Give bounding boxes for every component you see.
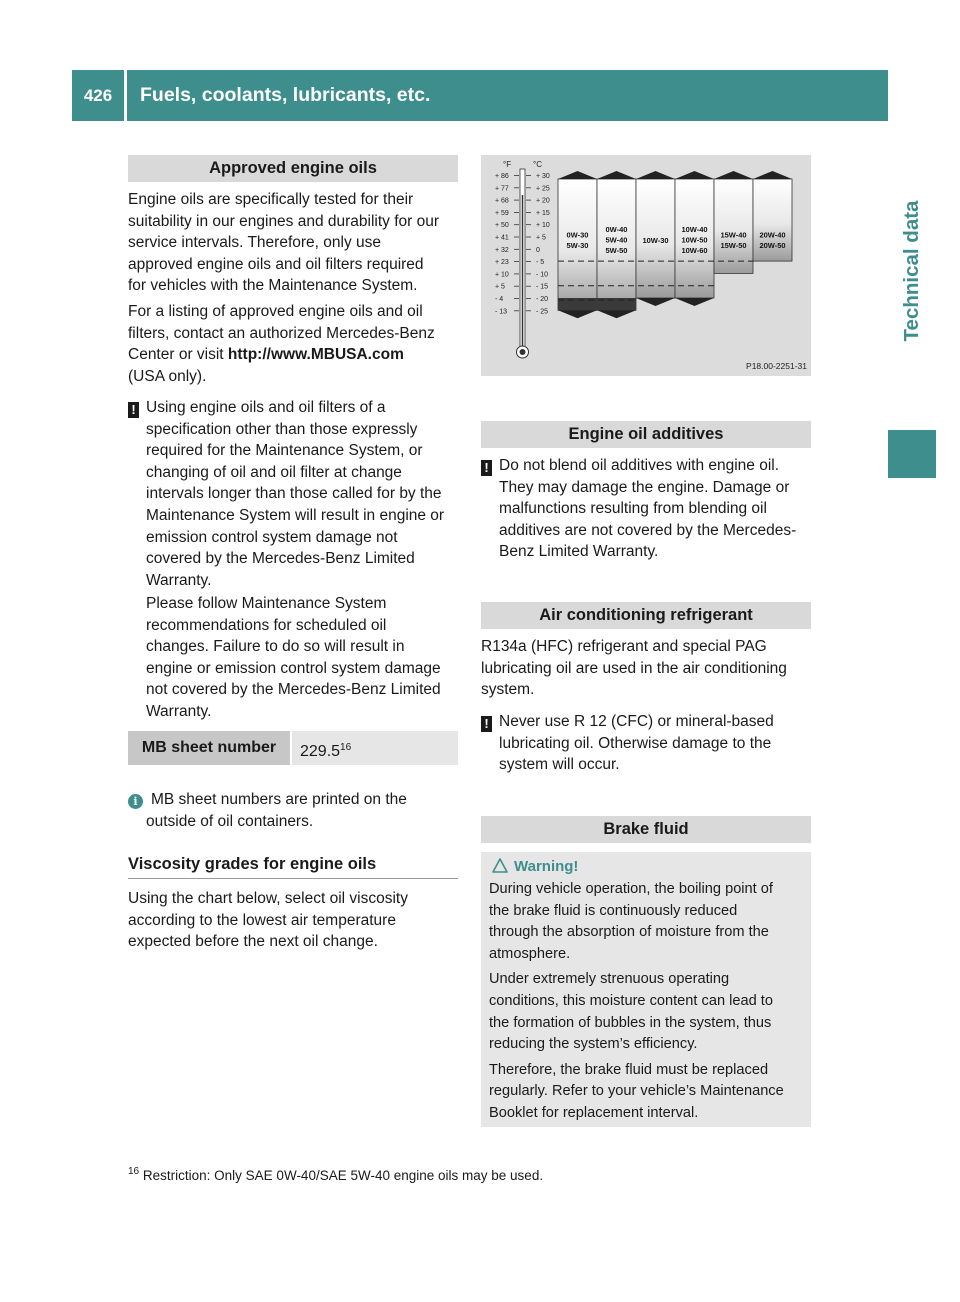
- arrow-down: [636, 298, 675, 306]
- viscosity-grade-label: 20W-50: [759, 241, 786, 250]
- text-fragment: Center or visit: [128, 346, 228, 364]
- section-heading-approved-oils: Approved engine oils: [128, 155, 458, 182]
- text-line: changing of oil and oil filter at change: [146, 463, 402, 481]
- arrow-down: [558, 310, 597, 318]
- tick-label-celsius: - 5: [536, 259, 545, 267]
- viscosity-grade-label: 0W-40: [605, 225, 628, 234]
- section-heading-ac: Air conditioning refrigerant: [481, 602, 811, 629]
- text-line: Warranty.: [146, 702, 212, 720]
- mb-sheet-number: 229.5: [300, 743, 341, 760]
- arrow-up: [636, 171, 675, 179]
- thermometer-bulb-core: [520, 349, 526, 355]
- side-label: Technical data: [900, 200, 923, 342]
- tick-label-fahrenheit: + 10: [495, 271, 509, 279]
- tick-label-celsius: - 10: [536, 271, 549, 279]
- text-line: atmosphere.: [489, 945, 571, 962]
- text-line: Please follow Maintenance System: [146, 595, 387, 612]
- viscosity-grade-label: 10W-30: [642, 236, 669, 245]
- text-line: through the absorption of moisture from the: [489, 924, 769, 941]
- text-line: Using the chart below, select oil viscosity: [128, 890, 408, 907]
- tick-label-fahrenheit: + 59: [495, 209, 509, 217]
- footnote: [128, 1166, 543, 1183]
- warning-icon: [492, 858, 508, 873]
- text-line: [128, 344, 463, 366]
- tick-label-fahrenheit: + 5: [495, 283, 505, 291]
- mbusa-link[interactable]: http://www.MBUSA.com: [227, 346, 404, 364]
- viscosity-grade-label: 0W-30: [566, 230, 589, 240]
- text-line: They may damage the engine. Damage or: [499, 478, 790, 496]
- tick-label-celsius: + 25: [536, 185, 550, 193]
- tick-label-fahrenheit: + 41: [495, 234, 509, 242]
- viscosity-grade-label: 10W-40: [681, 225, 708, 234]
- text-line: outside of oil containers.: [146, 812, 314, 830]
- text-line: recommendations for scheduled oil: [146, 616, 387, 634]
- tick-label-celsius: - 15: [536, 283, 549, 291]
- text-line: lubricating oil. Otherwise damage to the: [499, 734, 772, 752]
- caution-note-oils: [128, 397, 463, 591]
- divider: [128, 878, 458, 879]
- tick-label-fahrenheit: + 86: [495, 173, 509, 180]
- exclamation-icon: !: [481, 460, 492, 476]
- chart-reference: P18.00-2251-31: [746, 361, 807, 371]
- text-line: conditions, this moisture content can lead to: [489, 992, 773, 1009]
- viscosity-chart: [481, 155, 811, 376]
- text-line: regularly. Refer to your vehicle’s Maintenance: [489, 1083, 784, 1100]
- arrow-down: [597, 310, 636, 318]
- tick-label-fahrenheit: + 23: [495, 259, 509, 267]
- approved-oils-paragraph: [128, 189, 463, 297]
- text-line: the formation of bubbles in the system, thus: [489, 1014, 772, 1031]
- ac-paragraph: [481, 636, 816, 701]
- text-line: reducing the system’s efficiency.: [489, 1036, 698, 1053]
- text-line: required for the Maintenance System, or: [146, 442, 423, 460]
- mb-sheet-label: MB sheet number: [128, 731, 290, 765]
- listing-paragraph: [128, 301, 463, 387]
- header-divider: [124, 70, 127, 121]
- text-line: system will occur.: [499, 756, 620, 774]
- text-line: Engine oils are specifically tested for their: [128, 191, 414, 208]
- warning-text: [489, 879, 811, 1125]
- text-line: lubricating oil are used in the air conditioning: [481, 659, 787, 677]
- tick-label-celsius: + 20: [536, 197, 550, 205]
- tick-label-celsius: + 15: [536, 209, 550, 217]
- text-line: emission control system damage not: [146, 528, 398, 546]
- arrow-up: [558, 171, 597, 179]
- viscosity-grade-label: 20W-40: [759, 230, 786, 240]
- text-line: the brake fluid is continuously reduced: [489, 902, 738, 919]
- tick-label-celsius: - 25: [536, 308, 549, 316]
- arrow-down: [675, 298, 714, 306]
- info-icon: i: [128, 794, 143, 809]
- additives-note: [481, 455, 816, 563]
- page-title: Fuels, coolants, lubricants, etc.: [140, 84, 431, 106]
- text-line: specification other than those expressly: [146, 420, 418, 438]
- tick-label-celsius: + 10: [536, 222, 550, 230]
- maintenance-recommendation: [146, 593, 466, 723]
- viscosity-column: [714, 179, 753, 273]
- text-line: (USA only).: [128, 367, 207, 385]
- viscosity-grade-label: 10W-50: [681, 235, 708, 245]
- text-line: system.: [481, 681, 535, 699]
- text-line: Benz Limited Warranty.: [499, 543, 659, 561]
- text-line: Do not blend oil additives with engine oil.: [499, 457, 780, 474]
- arrow-up: [675, 171, 714, 179]
- tick-label-fahrenheit: + 77: [495, 185, 509, 193]
- viscosity-paragraph: [128, 888, 463, 953]
- page-number: 426: [83, 86, 113, 105]
- text-line: Warranty.: [146, 571, 212, 589]
- viscosity-grade-label: 5W-30: [566, 241, 589, 250]
- text-line: During vehicle operation, the boiling point of: [489, 881, 773, 897]
- viscosity-column: [597, 179, 636, 310]
- text-line: For a listing of approved engine oils and oil: [128, 303, 423, 320]
- arrow-up: [714, 171, 753, 179]
- text-line: expected before the next oil change.: [128, 933, 378, 951]
- text-line: suitability in our engines and durability for our: [128, 212, 440, 230]
- text-line: changes. Failure to do so will result in: [146, 638, 405, 656]
- viscosity-grade-label: 5W-50: [605, 246, 628, 255]
- footnote-number: 16: [128, 1166, 140, 1177]
- viscosity-grade-label: 10W-60: [681, 246, 708, 255]
- info-note: [128, 789, 463, 832]
- text-line: Maintenance System will result in engine or: [146, 506, 445, 524]
- viscosity-grade-label: 15W-40: [720, 230, 747, 240]
- ac-note: [481, 711, 816, 776]
- tick-label-celsius: - 20: [536, 296, 549, 303]
- text-line: MB sheet numbers are printed on the: [151, 791, 407, 808]
- mb-sheet-value: [292, 731, 458, 765]
- warning-label: Warning!: [514, 858, 579, 875]
- text-line: intervals longer than those called for by the: [146, 485, 442, 503]
- text-line: malfunctions resulting from blending oil: [499, 500, 767, 518]
- tick-label-fahrenheit: - 13: [495, 308, 508, 316]
- text-line: Under extremely strenuous operating: [489, 971, 730, 988]
- arrow-up: [597, 171, 636, 179]
- text-line: Booklet for replacement interval.: [489, 1104, 699, 1121]
- text-line: Never use R 12 (CFC) or mineral-based: [499, 713, 774, 730]
- text-line: R134a (HFC) refrigerant and special PAG: [481, 638, 767, 655]
- exclamation-icon: !: [128, 402, 139, 418]
- arrow-up: [753, 171, 792, 179]
- text-line: service intervals. Therefore, only use: [128, 234, 381, 252]
- tick-label-celsius: + 30: [536, 173, 550, 180]
- side-tab: [888, 126, 936, 416]
- text-line: for vehicles with the Maintenance System.: [128, 277, 418, 295]
- tick-label-celsius: + 5: [536, 234, 546, 242]
- viscosity-grade-label: 15W-50: [720, 241, 747, 250]
- tick-label-fahrenheit: - 4: [495, 296, 504, 303]
- viscosity-grade-label: 5W-40: [605, 235, 628, 245]
- text-line: filters, contact an authorized Mercedes-Benz: [128, 324, 435, 342]
- viscosity-chart-svg: [481, 155, 811, 376]
- text-line: approved engine oils and oil filters required: [128, 255, 424, 273]
- warning-title: [492, 858, 578, 875]
- tick-label-fahrenheit: + 50: [495, 222, 509, 230]
- text-line: covered by the Mercedes-Benz Limited: [146, 550, 415, 568]
- text-line: engine or emission control system damage: [146, 659, 441, 677]
- tick-label-fahrenheit: + 68: [495, 197, 509, 205]
- side-tab-marker: [888, 430, 936, 478]
- text-line: additives are not covered by the Mercedes-: [499, 521, 797, 539]
- viscosity-heading: Viscosity grades for engine oils: [128, 855, 377, 873]
- tick-label-fahrenheit: + 32: [495, 246, 509, 254]
- footnote-text: Restriction: Only SAE 0W-40/SAE 5W-40 engine oils may be used.: [142, 1168, 544, 1183]
- text-line: not covered by the Mercedes-Benz Limited: [146, 681, 441, 699]
- footnote-ref: 16: [340, 742, 352, 753]
- axis-label-fahrenheit: °F: [503, 160, 512, 169]
- section-heading-brake-fluid: Brake fluid: [481, 816, 811, 843]
- axis-label-celsius: °C: [533, 160, 542, 169]
- text-line: Using engine oils and oil filters of a: [146, 399, 386, 416]
- section-heading-additives: Engine oil additives: [481, 421, 811, 448]
- tick-label-celsius: 0: [536, 246, 540, 254]
- text-line: according to the lowest air temperature: [128, 911, 396, 929]
- mb-sheet-table: [128, 731, 458, 765]
- text-line: Therefore, the brake fluid must be replaced: [489, 1061, 769, 1078]
- exclamation-icon: !: [481, 716, 492, 732]
